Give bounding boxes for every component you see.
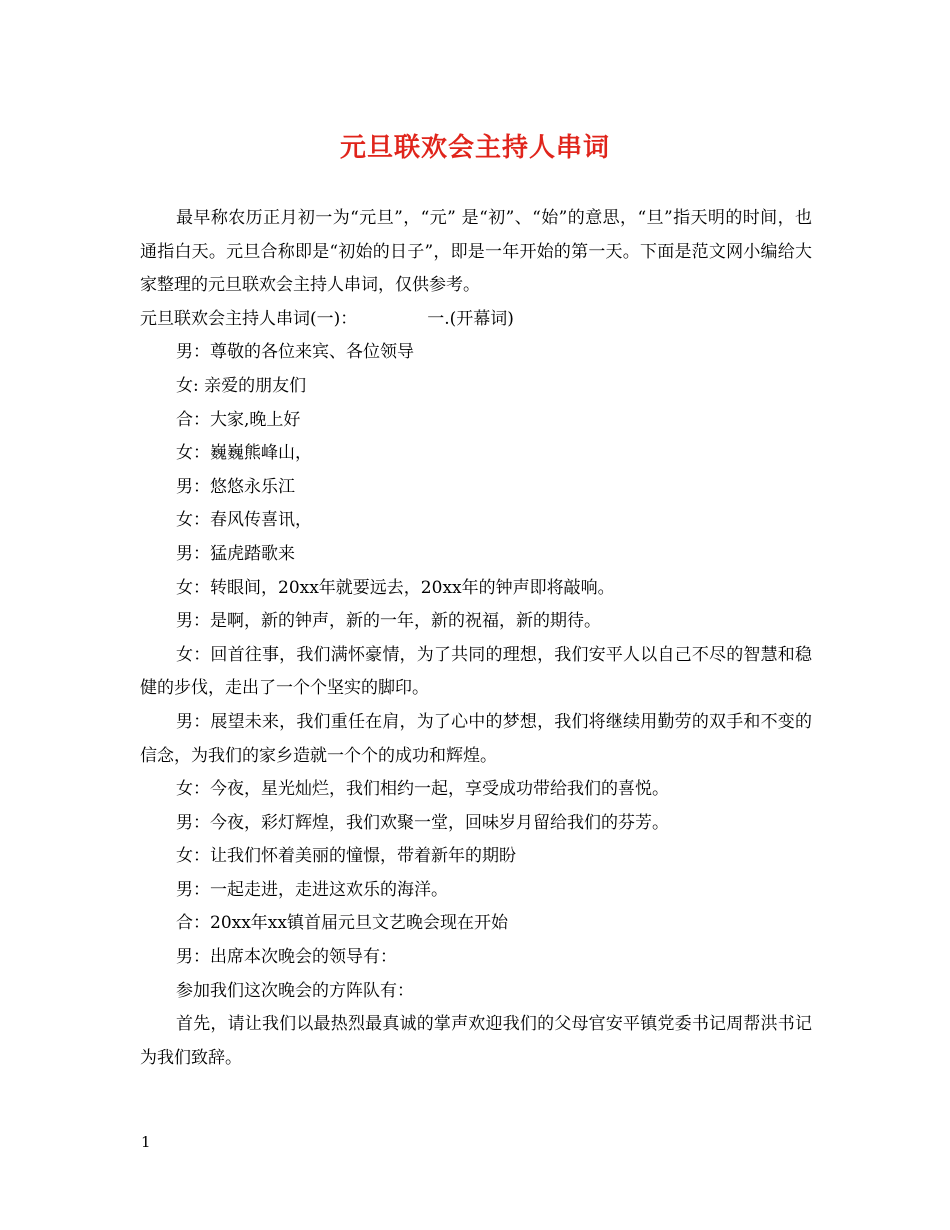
script-line: 女：转眼间，20xx年就要远去，20xx年的钟声即将敲响。	[176, 577, 615, 598]
script-line: 男：一起走进，走进这欢乐的海洋。	[176, 879, 448, 900]
script-line: 男：展望未来，我们重任在肩，为了心中的梦想，我们将继续用勤劳的双手和不变的信念，为我们的家乡造就一个个的成功和辉煌。	[140, 711, 812, 766]
script-line: 首先，请让我们以最热烈最真诚的掌声欢迎我们的父母官安平镇党委书记周帮洪书记为我们致辞。	[140, 1014, 812, 1068]
script-line: 女：巍巍熊峰山，	[176, 443, 312, 464]
document-title: 元旦联欢会主持人串词	[339, 133, 610, 163]
intro-paragraph: 最早称农历正月初一为“元旦”，“元” 是“初”、“始”的意思，“旦”指天明的时间，也通指白天。元旦合称即是“初始的日子”，即是一年开始的第一天。下面是范文网小编给大家整理的元旦联欢会主持人串词，仅供参考。	[140, 208, 812, 296]
document-body	[140, 202, 812, 1075]
script-line: 参加我们这次晚会的方阵队有：	[176, 980, 414, 1001]
script-line: 男：悠悠永乐江	[176, 476, 295, 497]
script-line: 合：大家,晚上好	[176, 409, 301, 430]
section-subtitle: 一.(开幕词)	[427, 308, 514, 329]
script-line: 女：回首往事，我们满怀豪情，为了共同的理想，我们安平人以自己不尽的智慧和稳健的步伐，走出了一个个坚实的脚印。	[140, 644, 812, 699]
script-line: 女：春风传喜讯，	[176, 510, 312, 531]
script-line: 男：出席本次晚会的领导有：	[176, 947, 397, 968]
section-label: 元旦联欢会主持人串词(一)：	[140, 308, 358, 329]
script-line: 女: 亲爱的朋友们	[176, 375, 307, 396]
script-line: 女：让我们怀着美丽的憧憬，带着新年的期盼	[176, 846, 516, 867]
script-line: 男：是啊，新的钟声，新的一年，新的祝福，新的期待。	[176, 611, 601, 632]
section-heading	[140, 303, 812, 337]
script-line: 男：尊敬的各位来宾、各位领导	[176, 342, 414, 363]
script-line: 男：猛虎踏歌来	[176, 543, 295, 564]
script-line: 女：今夜，星光灿烂，我们相约一起，享受成功带给我们的喜悦。	[176, 779, 669, 800]
script-line: 男：今夜，彩灯辉煌，我们欢聚一堂，回味岁月留给我们的芬芳。	[176, 812, 669, 833]
script-line: 合：20xx年xx镇首届元旦文艺晚会现在开始	[176, 913, 508, 934]
page-number: 1	[141, 1133, 151, 1151]
